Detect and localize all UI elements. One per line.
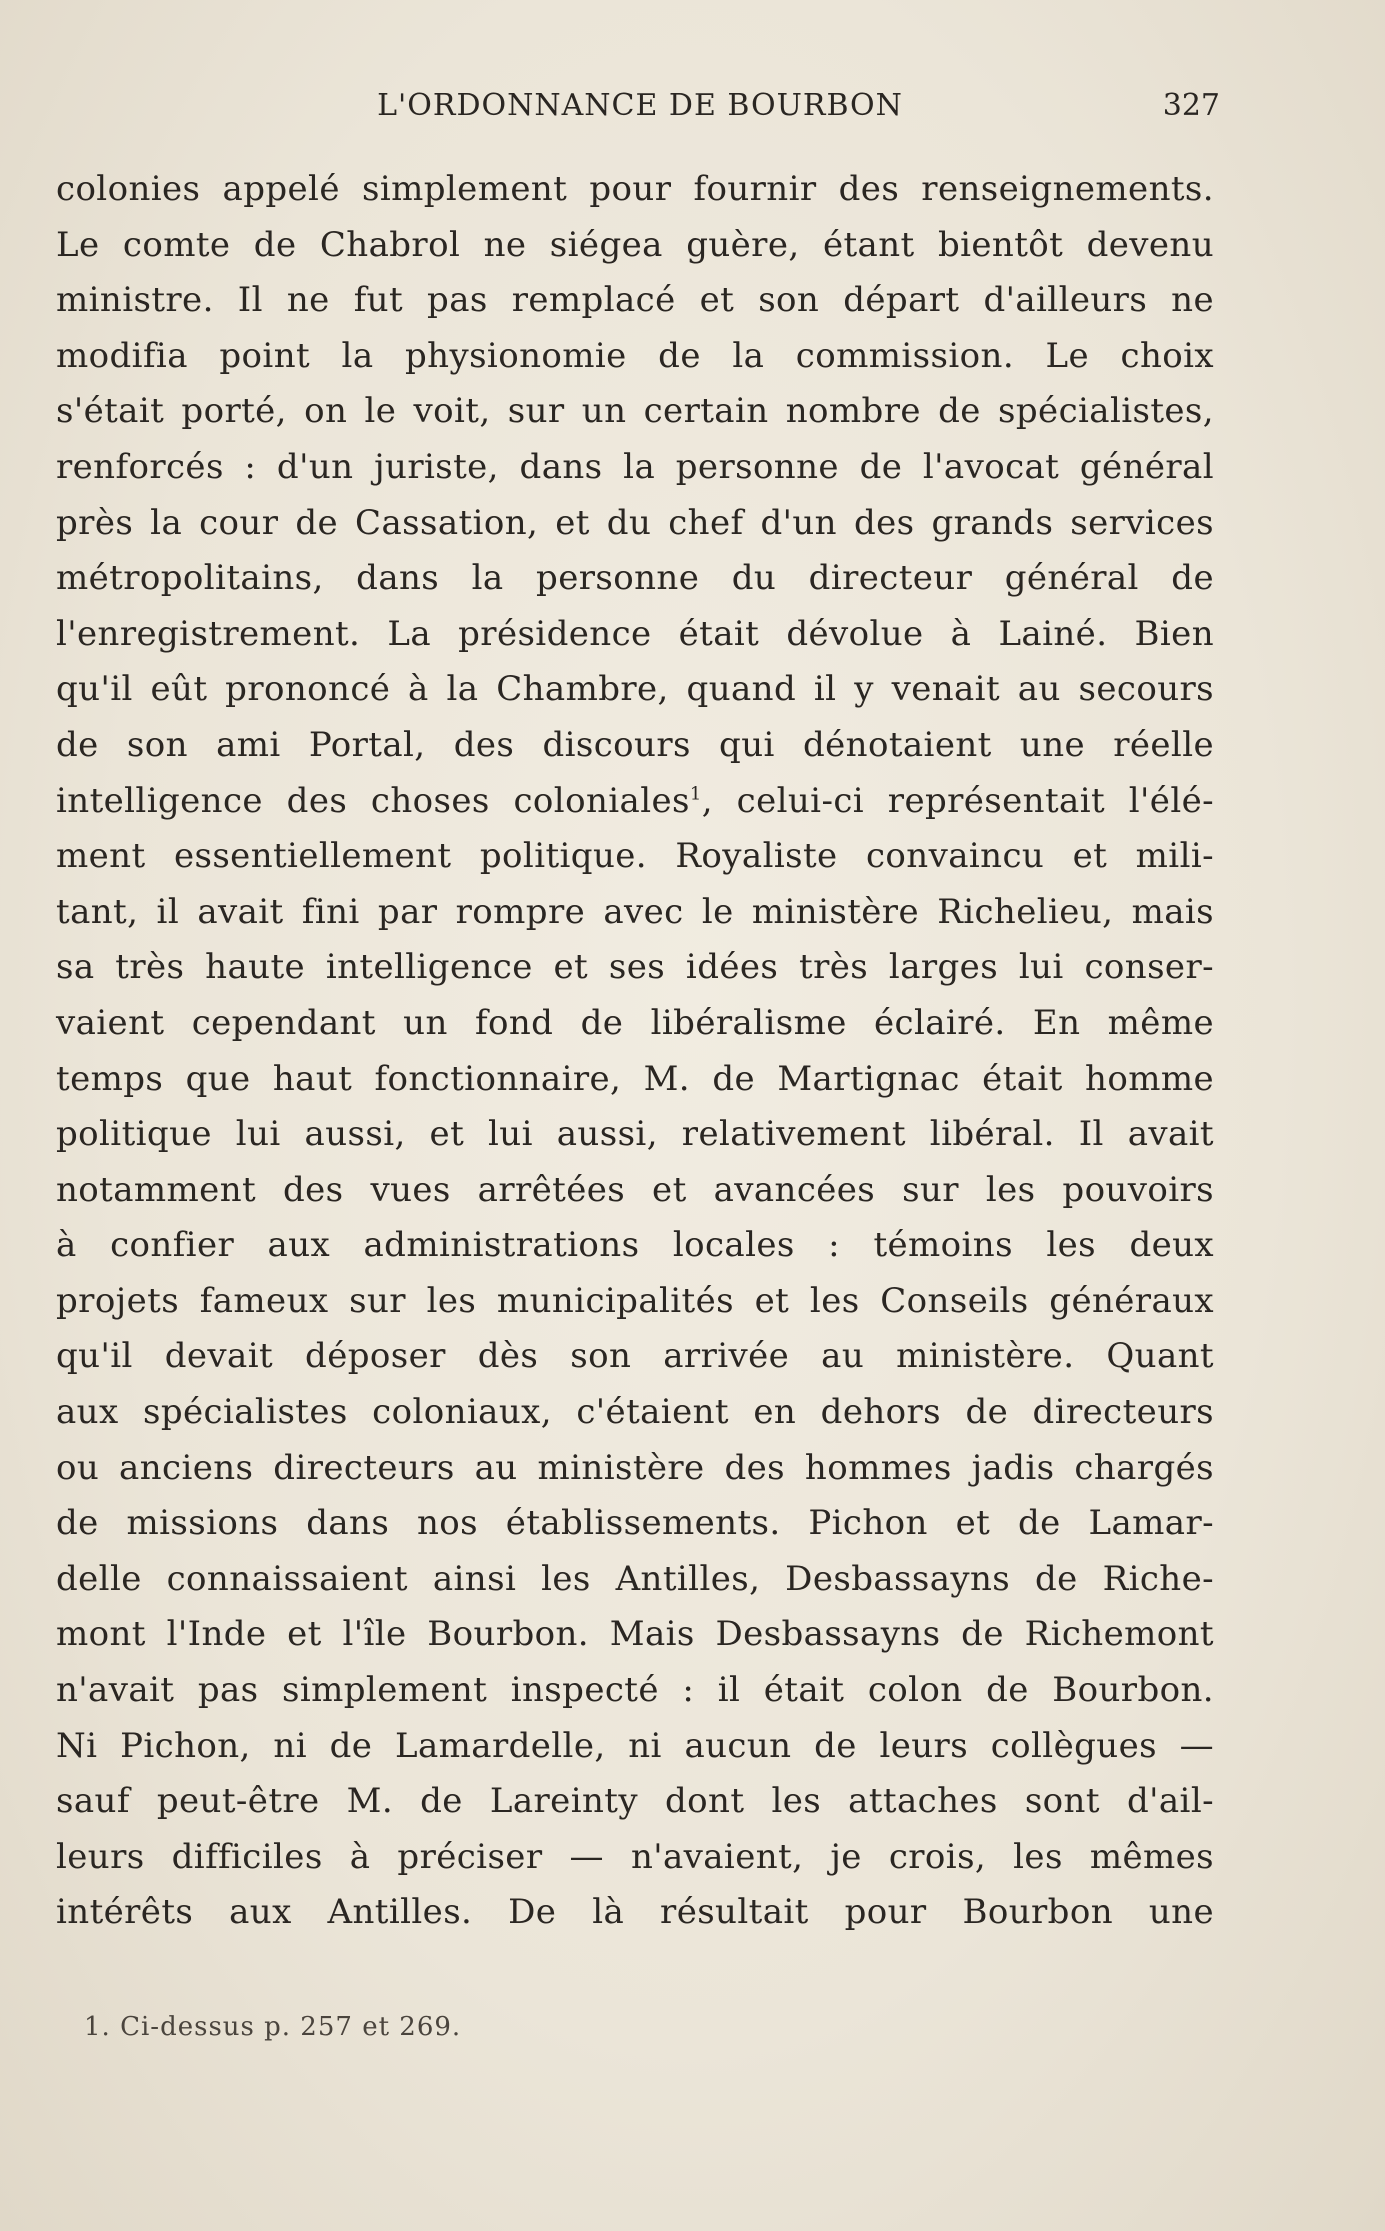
text-line: Ni Pichon, ni de Lamardelle, ni aucun de leurs collègues — — [56, 1725, 1214, 1766]
text-line: sauf peut-être M. de Lareinty dont les attaches sont d'ail- — [56, 1781, 1214, 1822]
text-segment: , celui-ci représentait l'élé- — [701, 780, 1215, 821]
text-line: colonies appelé simplement pour fournir des renseignements. — [56, 169, 1214, 209]
text-line: de missions dans nos établissements. Pichon et de Lamar- — [56, 1503, 1214, 1544]
text-line: delle connaissaient ainsi les Antilles, Desbassayns de Riche- — [56, 1558, 1214, 1599]
text-line: ment essentiellement politique. Royaliste convaincu et mili- — [56, 836, 1214, 877]
text-line: sa très haute intelligence et ses idées très larges lui conser- — [56, 947, 1214, 988]
text-line: Le comte de Chabrol ne siégea guère, étant bientôt devenu — [56, 224, 1214, 265]
text-line: ministre. Il ne fut pas remplacé et son départ d'ailleurs ne — [56, 280, 1214, 321]
footnote-reference[interactable]: 1 — [689, 783, 702, 805]
text-line: près la cour de Cassation, et du chef d'un des grands services — [56, 502, 1214, 543]
running-title: L'ORDONNANCE DE BOURBON — [377, 88, 903, 123]
text-line: ou anciens directeurs au ministère des hommes jadis chargés — [56, 1447, 1214, 1488]
text-line: aux spécialistes coloniaux, c'étaient en dehors de directeurs — [56, 1392, 1214, 1433]
text-line: renforcés : d'un juriste, dans la personne de l'avocat général — [56, 446, 1214, 487]
text-line: temps que haut fonctionnaire, M. de Martignac était homme — [56, 1058, 1214, 1099]
text-line: de son ami Portal, des discours qui dénotaient une réelle — [56, 724, 1214, 765]
body-text — [56, 162, 1214, 1941]
text-line: qu'il eût prononcé à la Chambre, quand il y venait au secours — [56, 669, 1214, 710]
text-line: leurs difficiles à préciser — n'avaient, je crois, les mêmes — [56, 1836, 1214, 1877]
text-line: politique lui aussi, et lui aussi, relativement libéral. Il avait — [56, 1114, 1214, 1155]
text-line: s'était porté, on le voit, sur un certain nombre de spécialistes, — [56, 391, 1214, 432]
running-header — [60, 88, 1220, 128]
text-segment: intelligence des choses coloniales — [56, 780, 690, 821]
text-line: tant, il avait fini par rompre avec le ministère Richelieu, mais — [56, 891, 1214, 932]
text-line: notamment des vues arrêtées et avancées sur les pouvoirs — [56, 1169, 1214, 1210]
text-line: modifia point la physionomie de la commission. Le choix — [56, 335, 1214, 376]
text-line: l'enregistrement. La présidence était dévolue à Lainé. Bien — [56, 613, 1214, 654]
text-line: n'avait pas simplement inspecté : il était colon de Bourbon. — [56, 1670, 1214, 1711]
footnote: 1. Ci-dessus p. 257 et 269. — [84, 2012, 462, 2042]
text-line-with-note — [56, 774, 1214, 830]
text-line: projets fameux sur les municipalités et les Conseils généraux — [56, 1280, 1214, 1321]
text-line: qu'il devait déposer dès son arrivée au ministère. Quant — [56, 1336, 1214, 1377]
text-line: intérêts aux Antilles. De là résultait pour Bourbon une — [56, 1892, 1214, 1933]
text-line: à confier aux administrations locales : témoins les deux — [56, 1225, 1214, 1266]
text-line: mont l'Inde et l'île Bourbon. Mais Desbassayns de Richemont — [56, 1614, 1214, 1655]
text-line: vaient cependant un fond de libéralisme éclairé. En même — [56, 1002, 1214, 1043]
text-line: métropolitains, dans la personne du directeur général de — [56, 558, 1214, 599]
page-number: 327 — [1162, 88, 1220, 123]
